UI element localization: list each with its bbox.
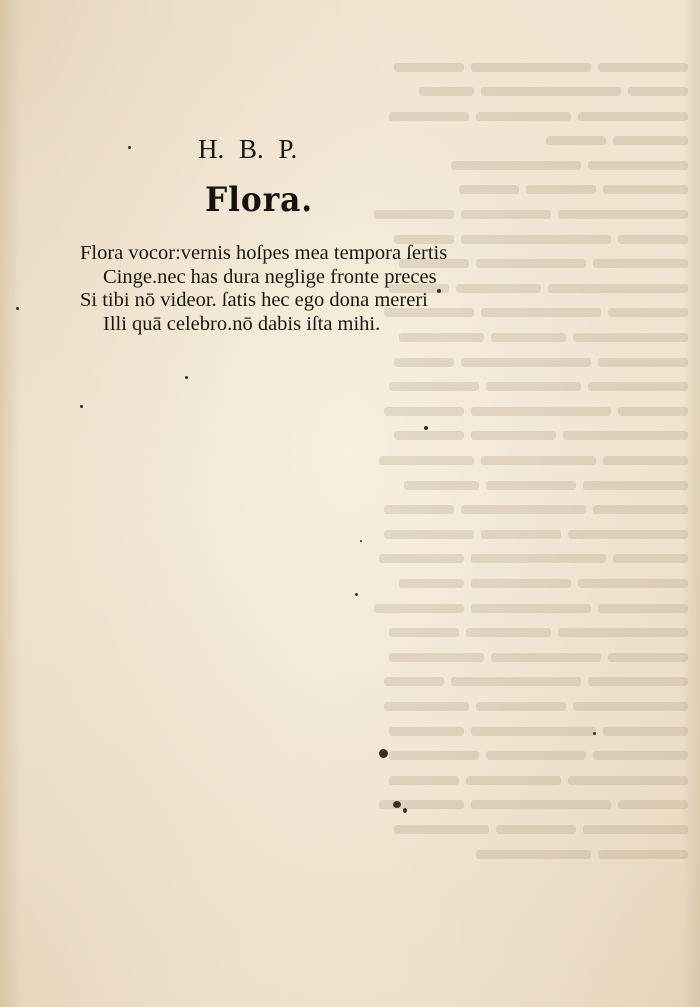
ink-speck — [593, 732, 596, 735]
ink-speck — [437, 289, 441, 293]
ink-speck — [393, 801, 401, 808]
poem-verses — [80, 242, 540, 336]
ink-speck — [403, 808, 407, 813]
verse-line-1: Flora vocor:vernis hoſpes mea tempora ſertis — [80, 242, 448, 264]
ink-speck — [379, 749, 388, 758]
printer-initials: H. B. P. — [198, 134, 298, 164]
ink-speck — [128, 146, 131, 149]
ink-speck — [360, 540, 362, 542]
ink-speck — [185, 376, 188, 379]
page-edge-shadow-left — [0, 0, 22, 1007]
ink-speck — [80, 405, 83, 408]
ink-speck — [16, 307, 19, 310]
verse-line-3: Si tibi nō videor. ſatis hec ego dona mereri — [80, 289, 428, 311]
ink-speck — [355, 593, 358, 596]
verse-line-4: Illi quā celebro.nō dabis iſta mihi. — [103, 312, 381, 335]
verse-line-2: Cinge.nec has dura neglige fronte preces — [103, 265, 437, 288]
poem-title: Flora. — [205, 180, 314, 220]
reverse-side-showthrough — [318, 55, 688, 867]
ink-speck — [424, 426, 428, 430]
